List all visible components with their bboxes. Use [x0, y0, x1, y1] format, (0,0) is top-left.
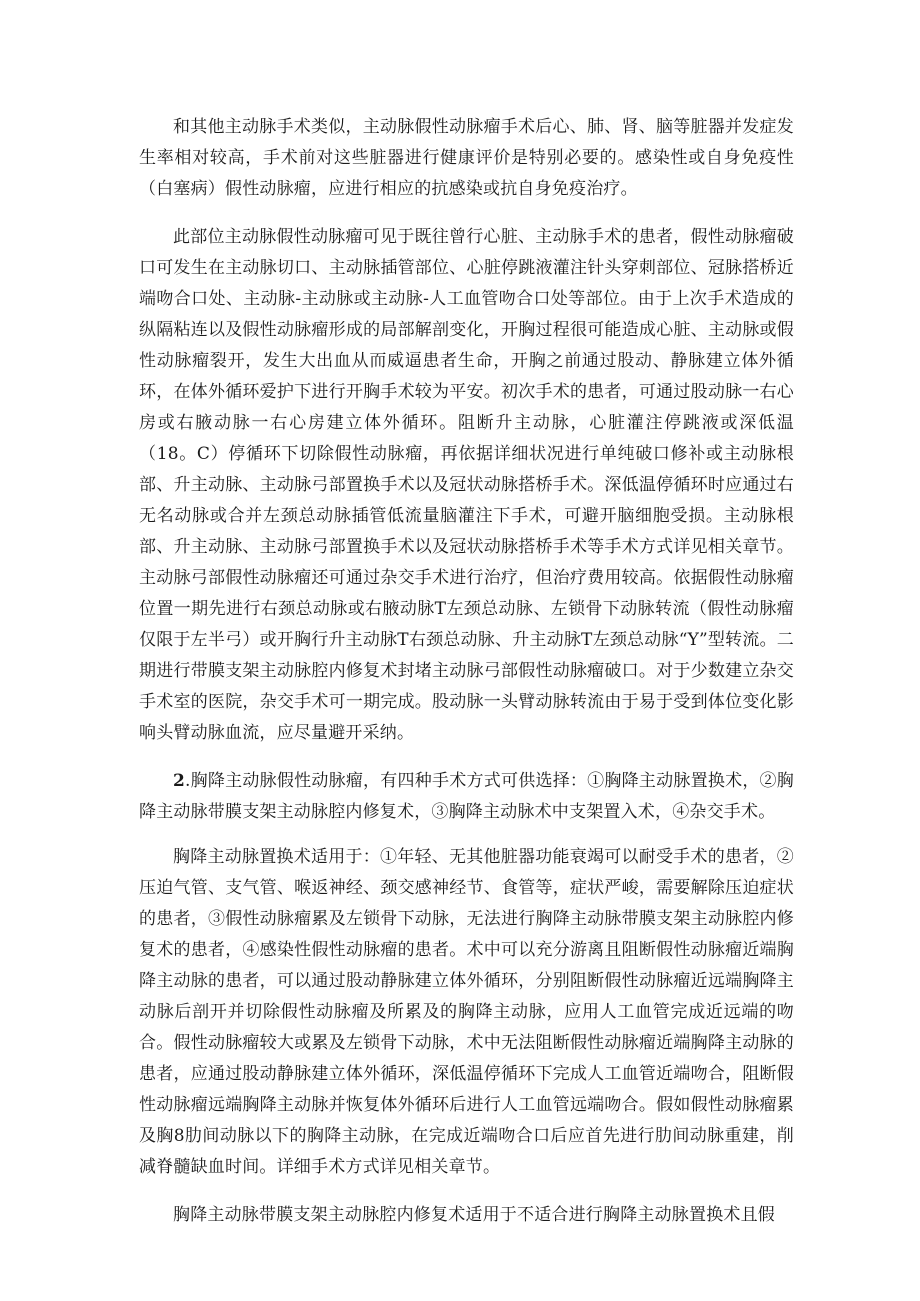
paragraph-text: 胸降主动脉带膜支架主动脉腔内修复术适用于不适合进行胸降主动脉置换术且假 — [173, 1205, 775, 1225]
section-number: 2 — [173, 771, 186, 791]
paragraph-text: 和其他主动脉手术类似，主动脉假性动脉瘤手术后心、肺、肾、脑等脏器并发症发生率相对较高，手术前对这些脏器进行健康评价是特别必要的。感染性或自身免疫性（白塞病）假性动脉瘤，应进行相应的抗感染或抗自身免疫治疗。 — [139, 117, 794, 199]
paragraph-descending-replacement — [139, 842, 794, 1183]
document-body — [139, 112, 794, 1248]
paragraph-endovascular-repair — [139, 1200, 794, 1231]
paragraph-preop-evaluation — [139, 112, 794, 205]
paragraph-descending-options — [139, 766, 794, 828]
paragraph-ascending-arch-pseudoaneurysm — [139, 222, 794, 749]
paragraph-text: 此部位主动脉假性动脉瘤可见于既往曾行心脏、主动脉手术的患者，假性动脉瘤破口可发生在主动脉切口、主动脉插管部位、心脏停跳液灌注针头穿刺部位、冠脉搭桥近端吻合口处、主动脉-主动脉或主动脉-人工血管吻合口处等部位。由于上次手术造成的纵隔粘连以及假性动脉瘤形成的局部解剖变化，开胸过程很可能造成心脏、主动脉或假性动脉瘤裂开，发生大出血从而威逼患者生命，开胸之前通过股动、静脉建立体外循环，在体外循环爱护下进行开胸手术较为平安。初次手术的患者，可通过股动脉一右心房或右腋动脉一右心房建立体外循环。阻断升主动脉，心脏灌注停跳液或深低温（18。C）停循环下切除假性动脉瘤，再依据详细状况进行单纯破口修补或主动脉根部、升主动脉、主动脉弓部置换手术以及冠状动脉搭桥手术。深低温停循环时应通过右无名动脉或合并左颈总动脉插管低流量脑灌注下手术，可避开脑细胞受损。主动脉根部、升主动脉、主动脉弓部置换手术以及冠状动脉搭桥手术等手术方式详见相关章节。主动脉弓部假性动脉瘤还可通过杂交手术进行治疗，但治疗费用较高。依据假性动脉瘤位置一期先进行右颈总动脉或右腋动脉T左颈总动脉、左锁骨下动脉转流（假性动脉瘤仅限于左半弓）或开胸行升主动脉T右颈总动脉、升主动脉T左颈总动脉“Y”型转流。二期进行带膜支架主动脉腔内修复术封堵主动脉弓部假性动脉瘤破口。对于少数建立杂交手术室的医院，杂交手术可一期完成。股动脉一头臂动脉转流由于易于受到体位变化影响头臂动脉血流，应尽量避开采纳。 — [139, 227, 794, 743]
paragraph-text: .胸降主动脉假性动脉瘤，有四种手术方式可供选择：①胸降主动脉置换术，②胸降主动脉带膜支架主动脉腔内修复术，③胸降主动脉术中支架置入术，④杂交手术。 — [139, 771, 794, 822]
paragraph-text: 胸降主动脉置换术适用于：①年轻、无其他脏器功能衰竭可以耐受手术的患者，②压迫气管、支气管、喉返神经、颈交感神经节、食管等，症状严峻，需要解除压迫症状的患者，③假性动脉瘤累及左锁骨下动脉，无法进行胸降主动脉带膜支架主动脉腔内修复术的患者，④感染性假性动脉瘤的患者。术中可以充分游离且阻断假性动脉瘤近端胸降主动脉的患者，可以通过股动静脉建立体外循环，分别阻断假性动脉瘤近远端胸降主动脉后剖开并切除假性动脉瘤及所累及的胸降主动脉，应用人工血管完成近远端的吻合。假性动脉瘤较大或累及左锁骨下动脉，术中无法阻断假性动脉瘤近端胸降主动脉的患者，应通过股动静脉建立体外循环，深低温停循环下完成人工血管近端吻合，阻断假性动脉瘤远端胸降主动脉并恢复体外循环后进行人工血管远端吻合。假如假性动脉瘤累及胸8肋间动脉以下的胸降主动脉，在完成近端吻合口后应首先进行肋间动脉重建，削减脊髓缺血时间。详细手术方式详见相关章节。 — [139, 847, 794, 1177]
